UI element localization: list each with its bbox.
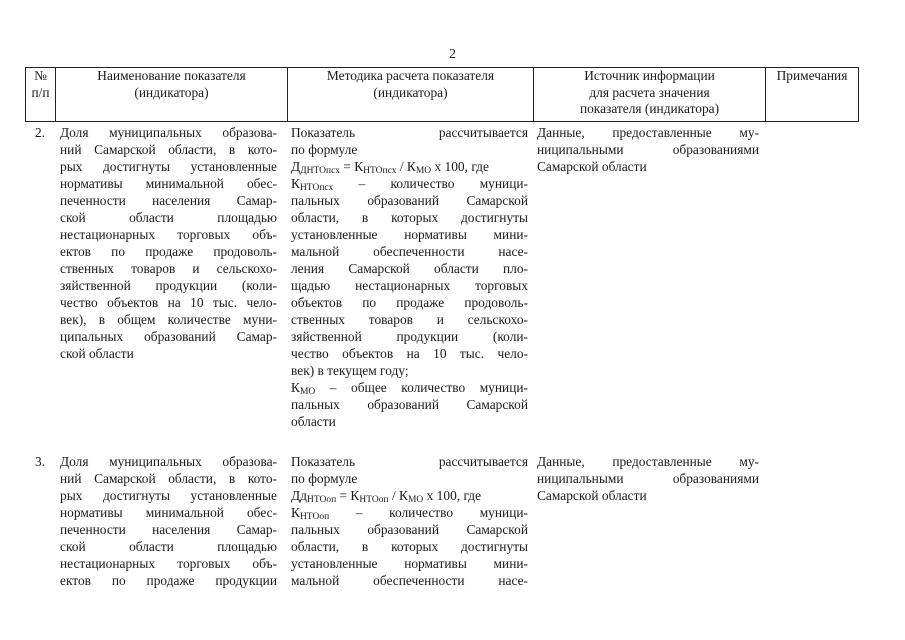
- source-text-line: Самарской области: [537, 159, 647, 174]
- indicator-name-line: ектов по продаже продоволь-: [60, 244, 277, 259]
- method-text-line: Показатель рассчитывается: [291, 454, 528, 469]
- indicator-name-line: печенности населения Самар-: [60, 522, 277, 537]
- indicator-name: [60, 453, 277, 589]
- indicator-name-line: ской области площадью: [60, 210, 277, 225]
- indicator-name-line: печенности населения Самар-: [60, 193, 277, 208]
- header-col-method: Методика расчета показателя (индикатора): [288, 68, 534, 122]
- source-text-line: Самарской области: [537, 488, 647, 503]
- table-header: [25, 67, 859, 122]
- method-text-line: пальных образований Самарской: [291, 193, 528, 208]
- method-text-line: мальной обеспеченности насе-: [291, 244, 528, 259]
- source-text-line: Данные, предоставленные му-: [537, 454, 759, 469]
- indicator-name-line: век), в общем количестве муни-: [60, 312, 277, 327]
- method-text-line: щадью нестационарных торговых: [291, 278, 528, 293]
- row-number: 2.: [34, 125, 46, 140]
- indicator-name-line: ний Самарской области, в кото-: [60, 471, 277, 486]
- row-number: 3.: [34, 454, 46, 469]
- method-text-line: установленные нормативы мини-: [291, 227, 528, 242]
- indicator-name-line: ектов по продаже продукции: [60, 573, 277, 588]
- formula: $Д_{ДНТОпсх} = К_{НТОпсх} / К_{МО}$ х 100, где: [291, 159, 489, 176]
- method-text-line: чество объектов на 10 тыс. чело-: [291, 346, 528, 361]
- header-col-source: Источник информации для расчета значения показателя (индикатора): [534, 68, 766, 122]
- indicator-name-line: ний Самарской области, в кото-: [60, 142, 277, 157]
- method-text-line: пальных образований Самарской: [291, 397, 528, 412]
- method-text-line: области: [291, 414, 336, 429]
- method-text-line: век) в текущем году;: [291, 363, 409, 378]
- formula-variable-definition: $К_{НТОоп}$ – количество муници-: [291, 505, 528, 522]
- indicator-name: [60, 124, 277, 362]
- source-text-line: ниципальными образованиями: [537, 142, 759, 157]
- header-col-name: Наименование показателя (индикатора): [56, 68, 288, 122]
- method-text-line: ления Самарской области пло-: [291, 261, 528, 276]
- indicator-name-line: ципальных образований Самар-: [60, 329, 277, 344]
- source-text-line: Данные, предоставленные му-: [537, 125, 759, 140]
- header-col-notes: Примечания: [766, 68, 859, 122]
- indicator-name-line: Доля муниципальных образова-: [60, 454, 277, 469]
- method-text-line: ственных товаров и сельскохо-: [291, 312, 528, 327]
- information-source: [537, 124, 759, 175]
- page-number: 2: [449, 46, 456, 61]
- method-text-line: зяйственной продукции (коли-: [291, 329, 528, 344]
- formula-variable-definition: $К_{МО}$ – общее количество муници-: [291, 380, 528, 397]
- indicator-name-line: ственных товаров и сельскохо-: [60, 261, 277, 276]
- indicator-name-line: нормативы минимальной обес-: [60, 176, 277, 191]
- method-text-line: по формуле: [291, 471, 358, 486]
- indicator-name-line: зяйственной продукции (коли-: [60, 278, 277, 293]
- calculation-method: [291, 124, 528, 430]
- method-text-line: установленные нормативы мини-: [291, 556, 528, 571]
- indicator-name-line: рых достигнуты установленные: [60, 159, 277, 174]
- indicator-name-line: нестационарных торговых объ-: [60, 556, 277, 571]
- method-text-line: пальных образований Самарской: [291, 522, 528, 537]
- indicator-name-line: Доля муниципальных образова-: [60, 125, 277, 140]
- method-text-line: мальной обеспеченности насе-: [291, 573, 528, 588]
- header-col-number: № п/п: [26, 68, 56, 122]
- indicator-name-line: ской области: [60, 346, 134, 361]
- indicator-name-line: нормативы минимальной обес-: [60, 505, 277, 520]
- method-text-line: по формуле: [291, 142, 358, 157]
- method-text-line: Показатель рассчитывается: [291, 125, 528, 140]
- calculation-method: [291, 453, 528, 589]
- formula-variable-definition: $К_{НТОпсх}$ – количество муници-: [291, 176, 528, 193]
- indicator-name-line: чество объектов на 10 тыс. чело-: [60, 295, 277, 310]
- method-text-line: области, в которых достигнуты: [291, 210, 528, 225]
- indicator-name-line: рых достигнуты установленные: [60, 488, 277, 503]
- formula: $Дд_{НТОоп} = К_{НТОоп} / К_{МО}$ х 100, где: [291, 488, 482, 505]
- method-text-line: области, в которых достигнуты: [291, 539, 528, 554]
- indicator-name-line: нестационарных торговых объ-: [60, 227, 277, 242]
- information-source: [537, 453, 759, 504]
- source-text-line: ниципальными образованиями: [537, 471, 759, 486]
- indicator-name-line: ской области площадью: [60, 539, 277, 554]
- method-text-line: объектов по продаже продоволь-: [291, 295, 528, 310]
